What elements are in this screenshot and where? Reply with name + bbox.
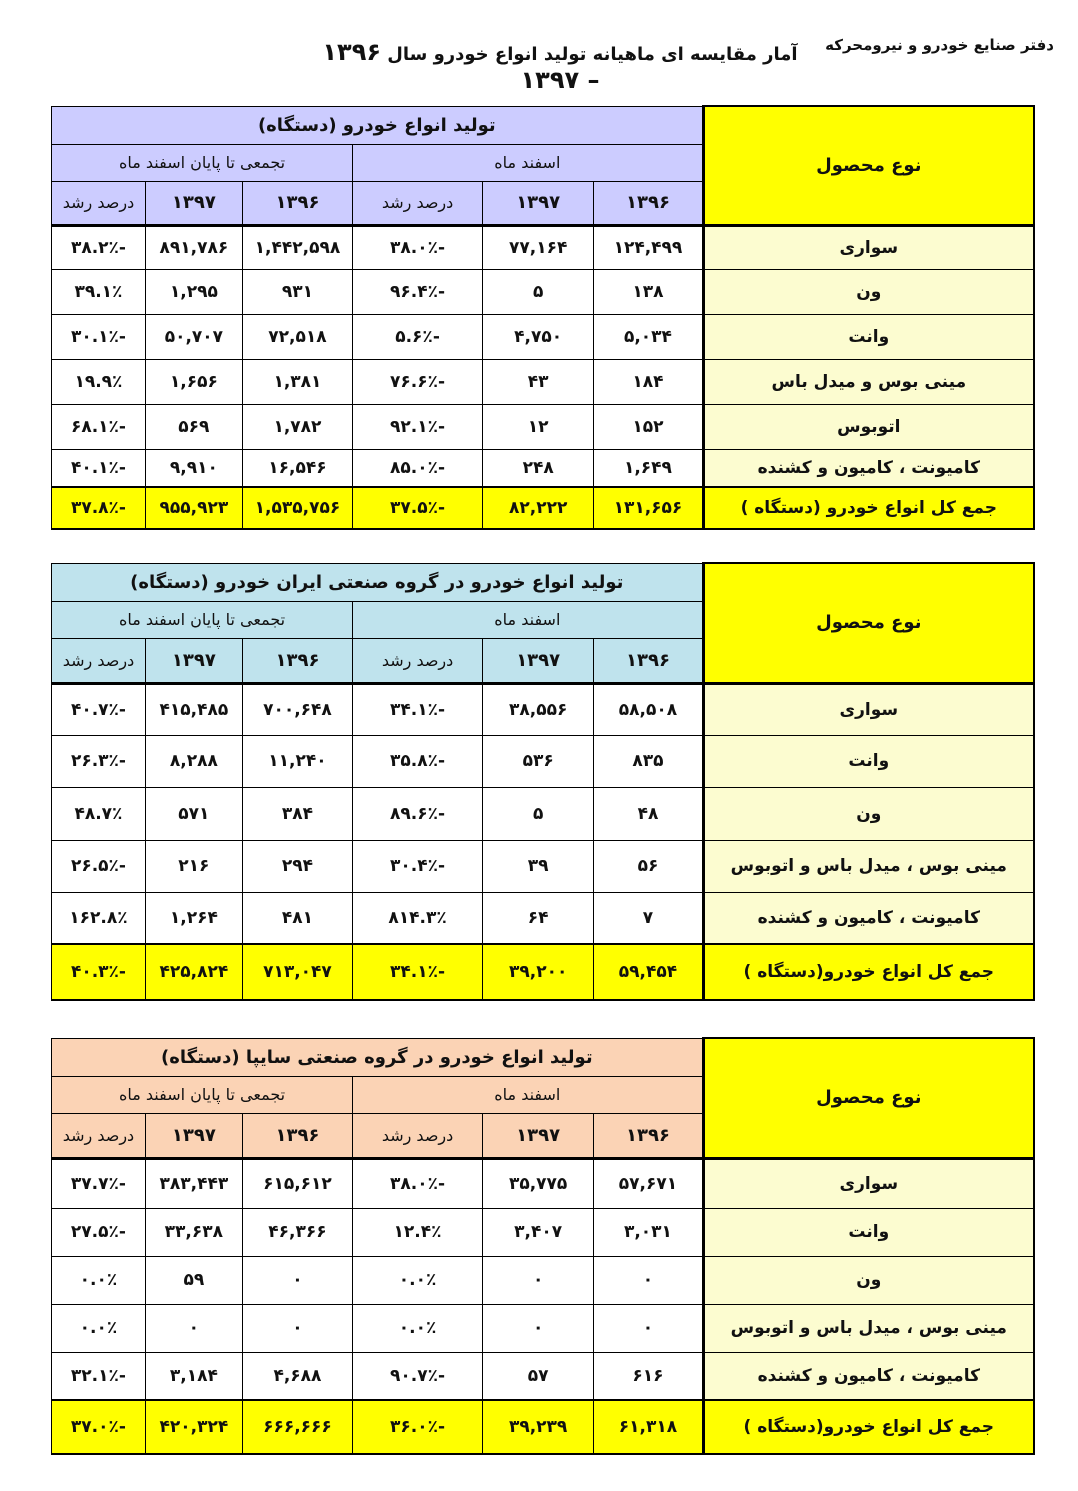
month-1397-cell: ۴,۷۵۰ <box>483 314 594 359</box>
total-month-growth-cell: -۳۴.۱٪ <box>353 944 483 1000</box>
month-1397-cell: ۳۹ <box>483 840 594 892</box>
cum-1396-cell: ۱,۷۸۲ <box>242 404 352 449</box>
month-1397-cell: ۰ <box>482 1304 593 1352</box>
month-growth-cell: -۷۶.۶٪ <box>353 359 483 404</box>
table-row <box>52 735 1035 787</box>
month-1396-cell: ۴۸ <box>594 787 703 840</box>
month-1396-cell: ۱۲۴,۴۹۹ <box>594 225 703 269</box>
row-label: ون <box>703 1256 1034 1304</box>
cum-1396-cell: ۶۱۵,۶۱۲ <box>242 1158 352 1208</box>
cum-1396-cell: ۴۸۱ <box>242 892 352 944</box>
table-title: تولید انواع خودرو در گروه صنعتی ایران خودرو (دستگاه) <box>52 563 704 601</box>
total-label: جمع کل انواع خودرو(دستگاه ) <box>703 944 1034 1000</box>
row-label: وانت <box>703 1208 1034 1256</box>
col-1397-header: ۱۳۹۷ <box>145 181 242 225</box>
total-cum-growth-cell: -۳۷.۸٪ <box>52 487 146 529</box>
month-1397-cell: ۳۵,۷۷۵ <box>482 1158 593 1208</box>
header-row-title <box>52 106 1035 144</box>
total-month-1397-cell: ۳۹,۲۰۰ <box>483 944 594 1000</box>
total-label: جمع کل انواع خودرو (دستگاه ) <box>703 487 1034 529</box>
month-growth-cell: -۹۶.۴٪ <box>353 269 483 314</box>
month-growth-cell: -۳۸.۰٪ <box>353 225 483 269</box>
col-growth-header: درصد رشد <box>353 1113 483 1158</box>
product-type-header: نوع محصول <box>703 1038 1034 1158</box>
cum-growth-cell: ۱۹.۹٪ <box>52 359 146 404</box>
product-type-header: نوع محصول <box>703 563 1034 683</box>
col-1397-header: ۱۳۹۷ <box>145 638 242 683</box>
table-row <box>52 840 1035 892</box>
row-label: اتوبوس <box>703 404 1034 449</box>
row-label: سواری <box>703 683 1034 735</box>
col-1396-header: ۱۳۹۶ <box>242 1113 352 1158</box>
month-1396-cell: ۵۷,۶۷۱ <box>594 1158 703 1208</box>
total-cum-1396-cell: ۱,۵۳۵,۷۵۶ <box>242 487 352 529</box>
cum-1397-cell: ۳,۱۸۴ <box>145 1352 242 1400</box>
month-growth-cell: -۳۴.۱٪ <box>353 683 483 735</box>
office-name: دفتر صنایع خودرو و نیرومحرکه <box>825 36 1054 54</box>
cum-1396-cell: ۴۶,۳۶۶ <box>242 1208 352 1256</box>
month-1397-cell: ۴۳ <box>483 359 594 404</box>
col-growth-header: درصد رشد <box>52 638 146 683</box>
row-label: مینی بوس ، میدل باس و اتوبوس <box>703 1304 1034 1352</box>
cum-1396-cell: ۱,۳۸۱ <box>242 359 352 404</box>
month-1396-cell: ۶۱۶ <box>594 1352 703 1400</box>
month-group-header: اسفند ماه <box>353 601 703 638</box>
iran-khodro-table <box>51 562 1035 1001</box>
total-cum-1396-cell: ۷۱۳,۰۴۷ <box>242 944 352 1000</box>
total-cum-1397-cell: ۴۲۰,۳۲۴ <box>145 1400 242 1454</box>
table-title: تولید انواع خودرو در گروه صنعتی سایپا (دستگاه) <box>52 1038 704 1076</box>
cum-growth-cell: -۳۰.۱٪ <box>52 314 146 359</box>
cumulative-group-header: تجمعی تا پایان اسفند ماه <box>52 1076 353 1113</box>
month-1396-cell: ۱۳۸ <box>594 269 703 314</box>
cum-1397-cell: ۰ <box>145 1304 242 1352</box>
cum-1397-cell: ۱,۲۹۵ <box>145 269 242 314</box>
cum-growth-cell: ۰.۰٪ <box>52 1256 146 1304</box>
cum-1396-cell: ۰ <box>242 1256 352 1304</box>
row-label: وانت <box>703 735 1034 787</box>
table-row <box>52 1158 1035 1208</box>
total-cum-1397-cell: ۴۲۵,۸۲۴ <box>145 944 242 1000</box>
total-cum-growth-cell: -۳۷.۰٪ <box>52 1400 146 1454</box>
col-1396-header: ۱۳۹۶ <box>594 638 703 683</box>
cum-1396-cell: ۲۹۴ <box>242 840 352 892</box>
cum-1397-cell: ۵۶۹ <box>145 404 242 449</box>
month-growth-cell: ۰.۰٪ <box>353 1256 483 1304</box>
cum-1397-cell: ۱,۲۶۴ <box>145 892 242 944</box>
month-growth-cell: -۳۰.۴٪ <box>353 840 483 892</box>
month-1396-cell: ۵۶ <box>594 840 703 892</box>
total-row <box>52 487 1035 529</box>
cum-1396-cell: ۰ <box>242 1304 352 1352</box>
cum-1397-cell: ۸۹۱,۷۸۶ <box>145 225 242 269</box>
total-month-1397-cell: ۸۲,۲۲۲ <box>483 487 594 529</box>
row-label: ون <box>703 269 1034 314</box>
cum-1397-cell: ۲۱۶ <box>145 840 242 892</box>
table-row <box>52 1352 1035 1400</box>
row-label: وانت <box>703 314 1034 359</box>
month-1397-cell: ۷۷,۱۶۴ <box>483 225 594 269</box>
month-1396-cell: ۱,۶۴۹ <box>594 449 703 487</box>
table-row <box>52 1256 1035 1304</box>
month-1396-cell: ۰ <box>594 1256 703 1304</box>
cum-growth-cell: -۲۷.۵٪ <box>52 1208 146 1256</box>
table-row <box>52 269 1035 314</box>
total-month-1397-cell: ۳۹,۲۳۹ <box>482 1400 593 1454</box>
cum-growth-cell: -۲۶.۳٪ <box>52 735 146 787</box>
month-1396-cell: ۱۸۴ <box>594 359 703 404</box>
cum-1397-cell: ۵۰,۷۰۷ <box>145 314 242 359</box>
row-label: سواری <box>703 225 1034 269</box>
table-row <box>52 1208 1035 1256</box>
table-row <box>52 314 1035 359</box>
col-1396-header: ۱۳۹۶ <box>242 181 352 225</box>
row-label: ون <box>703 787 1034 840</box>
cum-growth-cell: -۳۸.۲٪ <box>52 225 146 269</box>
cum-1396-cell: ۱۶,۵۴۶ <box>242 449 352 487</box>
table-title: تولید انواع خودرو (دستگاه) <box>52 106 704 144</box>
month-growth-cell: ۰.۰٪ <box>353 1304 483 1352</box>
cum-1396-cell: ۳۸۴ <box>242 787 352 840</box>
total-month-1396-cell: ۵۹,۴۵۴ <box>594 944 703 1000</box>
month-growth-cell: -۸۹.۶٪ <box>353 787 483 840</box>
cum-1397-cell: ۸,۲۸۸ <box>145 735 242 787</box>
product-type-header: نوع محصول <box>703 106 1034 225</box>
table-row <box>52 404 1035 449</box>
month-1397-cell: ۰ <box>482 1256 593 1304</box>
total-month-growth-cell: -۳۶.۰٪ <box>353 1400 483 1454</box>
table-row <box>52 359 1035 404</box>
col-1396-header: ۱۳۹۶ <box>594 181 703 225</box>
col-1396-header: ۱۳۹۶ <box>594 1113 703 1158</box>
month-1396-cell: ۳,۰۳۱ <box>594 1208 703 1256</box>
cum-1396-cell: ۱۱,۲۴۰ <box>242 735 352 787</box>
month-1396-cell: ۷ <box>594 892 703 944</box>
col-growth-header: درصد رشد <box>353 181 483 225</box>
cumulative-group-header: تجمعی تا پایان اسفند ماه <box>52 144 353 181</box>
row-label: کامیونت ، کامیون و کشنده <box>703 1352 1034 1400</box>
month-1396-cell: ۵۸,۵۰۸ <box>594 683 703 735</box>
total-cum-1396-cell: ۶۶۶,۶۶۶ <box>242 1400 352 1454</box>
month-growth-cell: -۵.۶٪ <box>353 314 483 359</box>
page-title <box>320 38 800 94</box>
row-label: سواری <box>703 1158 1034 1208</box>
cum-1397-cell: ۳۳,۶۳۸ <box>145 1208 242 1256</box>
table-row <box>52 683 1035 735</box>
col-1397-header: ۱۳۹۷ <box>483 181 594 225</box>
cum-growth-cell: -۲۶.۵٪ <box>52 840 146 892</box>
header-row-title <box>52 563 1035 601</box>
month-1396-cell: ۱۵۲ <box>594 404 703 449</box>
cum-growth-cell: -۴۰.۷٪ <box>52 683 146 735</box>
month-1396-cell: ۵,۰۳۴ <box>594 314 703 359</box>
saipa-table <box>51 1037 1035 1455</box>
month-1397-cell: ۵۳۶ <box>483 735 594 787</box>
cum-growth-cell: ۳۹.۱٪ <box>52 269 146 314</box>
month-group-header: اسفند ماه <box>353 1076 703 1113</box>
total-row <box>52 944 1035 1000</box>
table-row <box>52 449 1035 487</box>
cum-growth-cell: -۶۸.۱٪ <box>52 404 146 449</box>
month-1397-cell: ۵۷ <box>482 1352 593 1400</box>
table-row <box>52 892 1035 944</box>
month-growth-cell: -۳۵.۸٪ <box>353 735 483 787</box>
month-1397-cell: ۳۸,۵۵۶ <box>483 683 594 735</box>
col-1396-header: ۱۳۹۶ <box>242 638 352 683</box>
month-1397-cell: ۲۴۸ <box>483 449 594 487</box>
cum-growth-cell: -۳۷.۷٪ <box>52 1158 146 1208</box>
cum-growth-cell: ۰.۰٪ <box>52 1304 146 1352</box>
month-1397-cell: ۳,۴۰۷ <box>482 1208 593 1256</box>
cum-1397-cell: ۵۷۱ <box>145 787 242 840</box>
col-growth-header: درصد رشد <box>52 181 146 225</box>
cum-1396-cell: ۹۳۱ <box>242 269 352 314</box>
total-cum-growth-cell: -۴۰.۳٪ <box>52 944 146 1000</box>
cum-1396-cell: ۱,۴۴۲,۵۹۸ <box>242 225 352 269</box>
total-cum-1397-cell: ۹۵۵,۹۲۳ <box>145 487 242 529</box>
row-label: مینی بوس و میدل باس <box>703 359 1034 404</box>
month-1396-cell: ۰ <box>594 1304 703 1352</box>
cum-1397-cell: ۵۹ <box>145 1256 242 1304</box>
cum-growth-cell: -۳۲.۱٪ <box>52 1352 146 1400</box>
cum-1397-cell: ۱,۶۵۶ <box>145 359 242 404</box>
col-1397-header: ۱۳۹۷ <box>483 638 594 683</box>
cumulative-group-header: تجمعی تا پایان اسفند ماه <box>52 601 353 638</box>
cum-1396-cell: ۴,۶۸۸ <box>242 1352 352 1400</box>
month-growth-cell: ۱۲.۴٪ <box>353 1208 483 1256</box>
cum-1397-cell: ۹,۹۱۰ <box>145 449 242 487</box>
table-row <box>52 1304 1035 1352</box>
month-growth-cell: -۸۵.۰٪ <box>353 449 483 487</box>
title-years: ۱۳۹۶ – ۱۳۹۷ <box>322 38 600 94</box>
cum-growth-cell: ۴۸.۷٪ <box>52 787 146 840</box>
cum-1397-cell: ۴۱۵,۴۸۵ <box>145 683 242 735</box>
total-label: جمع کل انواع خودرو(دستگاه ) <box>703 1400 1034 1454</box>
month-1396-cell: ۸۳۵ <box>594 735 703 787</box>
col-growth-header: درصد رشد <box>353 638 483 683</box>
col-growth-header: درصد رشد <box>52 1113 146 1158</box>
cum-growth-cell: ۱۶۲.۸٪ <box>52 892 146 944</box>
total-month-1396-cell: ۶۱,۳۱۸ <box>594 1400 703 1454</box>
header-row-title <box>52 1038 1035 1076</box>
cum-1397-cell: ۳۸۳,۴۴۳ <box>145 1158 242 1208</box>
total-month-1396-cell: ۱۳۱,۶۵۶ <box>594 487 703 529</box>
col-1397-header: ۱۳۹۷ <box>145 1113 242 1158</box>
month-1397-cell: ۵ <box>483 269 594 314</box>
month-1397-cell: ۶۴ <box>483 892 594 944</box>
total-month-growth-cell: -۳۷.۵٪ <box>353 487 483 529</box>
month-group-header: اسفند ماه <box>353 144 703 181</box>
month-1397-cell: ۱۲ <box>483 404 594 449</box>
total-row <box>52 1400 1035 1454</box>
month-1397-cell: ۵ <box>483 787 594 840</box>
month-growth-cell: ۸۱۴.۳٪ <box>353 892 483 944</box>
month-growth-cell: -۳۸.۰٪ <box>353 1158 483 1208</box>
col-1397-header: ۱۳۹۷ <box>482 1113 593 1158</box>
row-label: مینی بوس ، میدل باس و اتوبوس <box>703 840 1034 892</box>
cum-1396-cell: ۷۰۰,۶۴۸ <box>242 683 352 735</box>
row-label: کامیونت ، کامیون و کشنده <box>703 892 1034 944</box>
total-production-table <box>51 105 1035 530</box>
month-growth-cell: -۹۲.۱٪ <box>353 404 483 449</box>
cum-growth-cell: -۴۰.۱٪ <box>52 449 146 487</box>
month-growth-cell: -۹۰.۷٪ <box>353 1352 483 1400</box>
title-text: آمار مقایسه ای ماهیانه تولید انواع خودرو سال <box>387 44 798 65</box>
table-row <box>52 787 1035 840</box>
table-row <box>52 225 1035 269</box>
cum-1396-cell: ۷۲,۵۱۸ <box>242 314 352 359</box>
row-label: کامیونت ، کامیون و کشنده <box>703 449 1034 487</box>
